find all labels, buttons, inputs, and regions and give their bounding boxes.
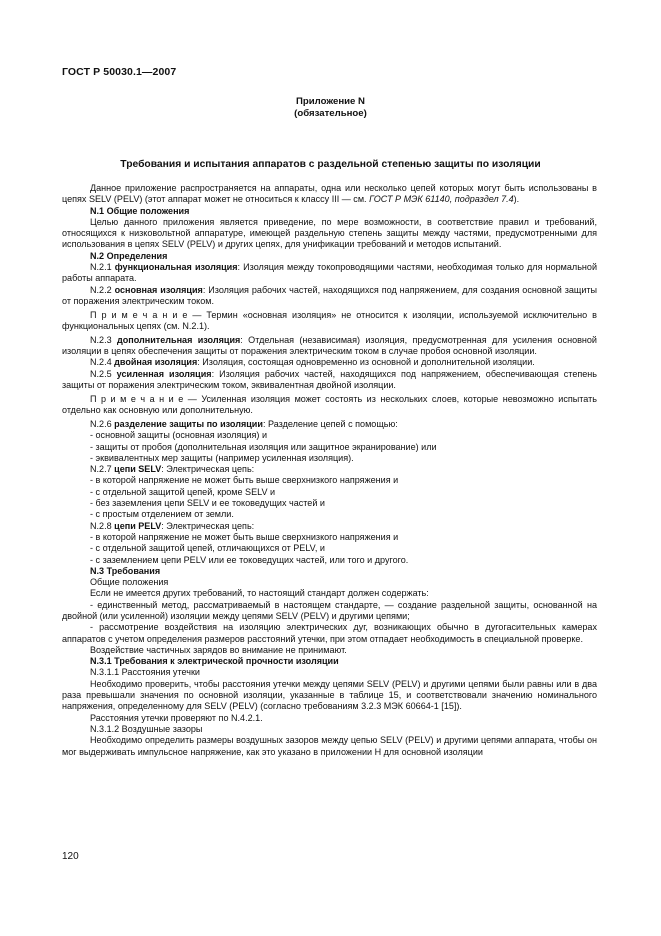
definition: N.2.7 цепи SELV: Электрическая цепь: (90, 464, 255, 475)
definition-term: основная изоляция (114, 284, 203, 295)
section-heading: N.3 Требования (90, 565, 161, 576)
definition-term: дополнительная изоляция (117, 334, 241, 345)
subheading: N.3.1.2 Воздушные зазоры (90, 723, 203, 734)
annex-main-title: Требования и испытания аппаратов с раздельной степенью защиты по изоляции (120, 159, 541, 170)
section-heading: N.3.1 Требования к электрической прочности изоляции (90, 656, 339, 667)
intro-paragraph: Данное приложение распространяется на аппараты, одна или несколько цепей которых могут быть использованы в цепях SELV (PELV) (этот аппарат может не относиться к классу III — см. ГОСТ Р МЭК 61140, подраздел 7.4). (62, 183, 597, 205)
note-label: П р и м е ч а н и е (90, 393, 184, 404)
definition: N.2.3 дополнительная изоляция: Отдельная (независимая) изоляция, предусмотренная для усиления основной изоляции в цепях обеспечения защиты от поражения электрическим током в случае пробоя основной изоляции. (62, 334, 597, 357)
list-item: - без заземления цепи SELV и ее токоведущих частей и (90, 498, 325, 509)
definition-term: цепи PELV (114, 520, 162, 531)
list-item: - рассмотрение воздействия на изоляцию электрических дуг, возникающих обычно в дугогасительных камерах аппаратов с учетом определения размеров расстояний утечки, при этом отпадает необходимость в специальной проверке. (62, 622, 597, 644)
annex-heading (0, 96, 661, 120)
paragraph: Необходимо определить размеры воздушных зазоров между цепью SELV (PELV) и другими цепями аппарата, чтобы он мог выдерживать импульсное напряжение, как это указано в приложении H для основной изоляции (62, 735, 597, 757)
standard-header: ГОСТ Р 50030.1—2007 (62, 66, 177, 78)
definition: N.2.4 двойная изоляция: Изоляция, состоящая одновременно из основной и дополнительной изоляции. (90, 357, 535, 368)
page-number: 120 (62, 851, 79, 862)
paragraph: Воздействие частичных зарядов во внимание не принимают. (90, 644, 347, 655)
definition: N.2.1 функциональная изоляция: Изоляция между токопроводящими частями, необходимая только для нормальной работы аппарата. (62, 262, 597, 284)
paragraph: Необходимо проверить, чтобы расстояния утечки между цепями SELV (PELV) и другими цепями были равны или в два раза превышали значения по основной изоляции, указанные в таблице 15, и соответствовали значению номинального напряжения, определенному для SELV (PELV) (согласно требованиям 3.2.3 МЭК 60664-1 [15]). (62, 678, 597, 712)
definition: N.2.5 усиленная изоляция: Изоляция рабочих частей, находящихся под напряжением, обеспечивающая степень защиты от поражения электрическим током, эквивалентная двойной изоляции. (62, 368, 598, 391)
annex-title: Приложение N (296, 96, 365, 107)
paragraph: Если не имеется других требований, то настоящий стандарт должен содержать: (90, 588, 429, 599)
list-item: - с заземлением цепи PELV или ее токоведущих частей, или того и другого. (90, 554, 409, 565)
definition-term: усиленная изоляция (116, 368, 212, 379)
section-heading: N.1 Общие положения (90, 205, 190, 216)
definition-term: функциональная изоляция (114, 262, 238, 273)
definition-term: цепи SELV (114, 464, 162, 475)
list-item: - с отдельной защитой цепей, кроме SELV и (90, 486, 276, 497)
definition-term: двойная изоляция (114, 357, 198, 368)
note: П р и м е ч а н и е — Термин «основная изоляция» не относится к изоляции, используемой исключительно в функциональных цепях (см. N.2.1). (62, 309, 597, 332)
note: П р и м е ч а н и е — Усиленная изоляция может состоять из нескольких слоев, которые невозможно испытать отдельно как основную или дополнительную. (62, 393, 597, 416)
list-item: - основной защиты (основная изоляция) и (90, 430, 268, 441)
list-item: - в которой напряжение не может быть выше сверхнизкого напряжения и (90, 475, 399, 486)
document-body (62, 183, 597, 758)
annex-status: (обязательное) (294, 108, 367, 119)
note-label: П р и м е ч а н и е (90, 309, 188, 320)
list-item: - в которой напряжение не может быть выше сверхнизкого напряжения и (90, 531, 399, 542)
section-heading: N.2 Определения (90, 250, 168, 261)
list-item: - защиты от пробоя (дополнительная изоляция или защитное экранирование) или (90, 441, 437, 452)
subheading: N.3.1.1 Расстояния утечки (90, 667, 200, 678)
subheading: Общие положения (90, 577, 169, 588)
paragraph: Расстояния утечки проверяют по N.4.2.1. (90, 712, 263, 723)
definition: N.2.2 основная изоляция: Изоляция рабочих частей, находящихся под напряжением, для создания основной защиты от поражения электрическим током. (62, 284, 598, 306)
list-item: - с простым отделением от земли. (90, 509, 234, 520)
definition: N.2.8 цепи PELV: Электрическая цепь: (90, 520, 255, 531)
paragraph: Целью данного приложения является приведение, по мере возможности, в соответствие правил и требований, относящихся к низковольтной аппаратуре, имеющей раздельную степень защиты между частями, предусмотренными для использования в цепях SELV (PELV) и других цепях, для унификации требований и методов испытаний. (62, 216, 597, 250)
definition-term: разделение защиты по изоляции (114, 418, 263, 429)
list-item: - эквивалентных мер защиты (например усиленная изоляция). (90, 452, 354, 463)
definition: N.2.6 разделение защиты по изоляции: Разделение цепей с помощью: (90, 418, 398, 429)
intro-reference: ГОСТ Р МЭК 61140, подраздел 7.4 (369, 194, 514, 205)
list-item: - с отдельной защитой цепей, отличающихся от PELV, и (90, 543, 325, 554)
list-item: - единственный метод, рассматриваемый в настоящем стандарте, — создание раздельной защиты, основанной на двойной (или усиленной) изоляции между цепями SELV (PELV) и другими цепями; (62, 599, 597, 621)
